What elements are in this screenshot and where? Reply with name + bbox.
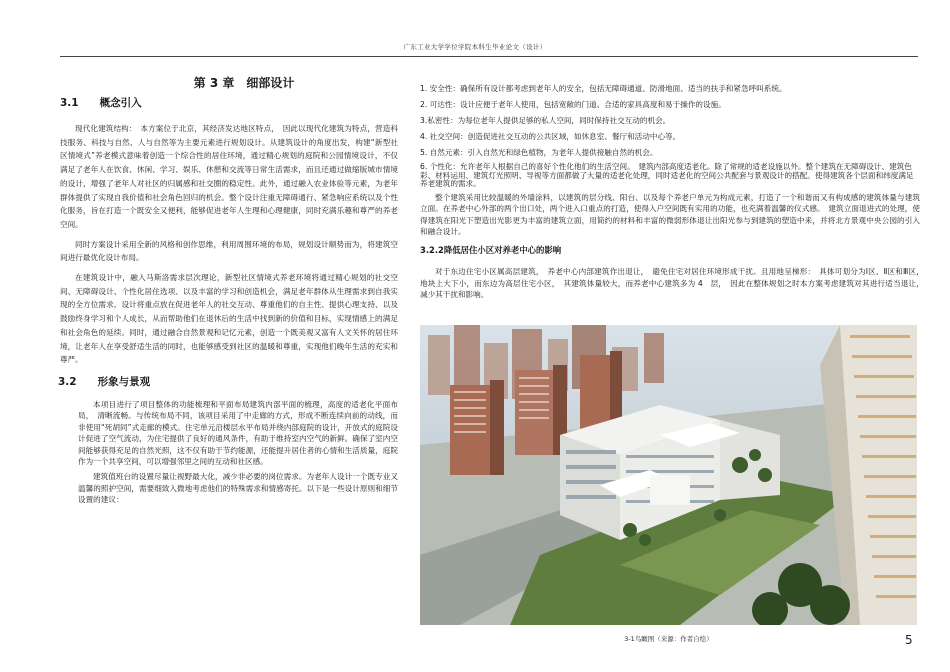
header-rule — [60, 56, 918, 57]
list-item-accessibility: 2. 可达性：设计应便于老年人使用，包括宽敞的门道、合适的家具高度和易于操作的设施。 — [420, 100, 726, 109]
aerial-view-illustration — [420, 325, 917, 625]
list-item-nature: 5. 自然元素：引入自然光和绿色植物，为老年人提供接触自然的机会。 — [420, 148, 658, 157]
section-title-3-2: 3.2 形象与景观 — [58, 375, 151, 388]
figure-caption: 3-1鸟瞰图（来源：作者自绘） — [624, 635, 713, 643]
section-title-3-1: 3.1 概念引入 — [60, 97, 142, 109]
paragraph-image-landscape: 本项目进行了项目整体的功能梳理和平面布局建筑内部平面的梳理，高度的适老化平面布局， 清晰流畅。与传统布局不同，该项目采用了中走廊的方式，形成不断连续向前的动线，而非使用“死胡同”式走廊的模式。住宅单元沿楼层水平布局并绕内部庭院的设计，开放式的庭院设计促进了空气流动，为住宅提供了良好的通风条件，有助于维持室内空气的新鲜。确保了室内空间能够获得充足的自然光照，这不仅有助于节约能源，还能提升居住者的心情和生活质量，庭院作为一个共享空间，可以增强邻里之间的互动和社区感。 — [78, 399, 398, 466]
chapter-title: 第 3 章 细部设计 — [193, 76, 295, 90]
page-number: 5 — [905, 633, 913, 647]
design-principles-list — [420, 82, 920, 189]
paragraph-maslow: 在建筑设计中，融入马斯洛需求层次理论，新型社区情境式养老环境将通过精心规划的社交空间、无障碍设计、个性化居住选项、以及丰富的学习和创造机会，满足老年群体从生理需求到自我实现的全方位需求。设计将重点放在促进老年人的社交互动、尊重他们的自主性、提供心理支持、以及鼓励终身学习和个人成长，从而帮助他们在退休后的生活中找到新的价值和目标，实现情感上的满足和社会角色的延续。同时，通过融合自然景观和记忆元素，创造一个既美观又富有人文关怀的居住环境，让老年人在享受舒适生活的同时，也能够感受到社区的温暖和尊重，实现他们晚年生活的充实和尊严。 — [60, 273, 398, 365]
paragraph-concept: 现代化建筑结构： 本方案位于北京，其经济发达地区特点， 因此以现代化建筑为特点，营造科技服务、科技与自然、人与自然等为主要元素进行规划设计。从建筑设计的角度出发，构建“新型社区情境式”养老模式意味着创造一个综合性的居住环境，通过精心规划的庭院和公园情境设计，不仅满足了老年人在饮食、休闲、学习、娱乐、休憩和交流等日常生活需求，而且还通过做缩版城市情境的设计，增强了老年人对社区的归属感和社交圈的稳定性。此外，通过融入农业体验等元素，为老年群体提供了实现自我价值和社会角色回归的机会。整个设计注重无障碍通行、紧急响应系统以及个性化服务，旨在打造一个既安全又便利，能够促进老年人生理和心理健康，同时充满乐趣和尊严的养老空间。 — [60, 124, 398, 229]
right-column — [420, 82, 928, 301]
left-column — [60, 68, 398, 506]
paragraph-duty-desk: 建筑值班台的设置尽量让视野最大化，减少非必要的岗位需求。为老年人设计一个既专业又温馨的照护空间，需要细致入微地考虑他们的特殊需求和情感寄托。以下是一些设计原则和细节设置的建议： — [78, 472, 398, 505]
running-header: 广东工业大学学位学院本科生毕业论文（设计） — [403, 43, 547, 51]
list-item-safety: 1. 安全性：确保所有设计都考虑到老年人的安全，包括无障碍通道、防滑地面、适当的扶手和紧急呼叫系统。 — [420, 84, 787, 93]
paragraph-facade: 整个建筑采用比较温暖的外墙涂料，以建筑的层分线、阳台、以及每个养老户单元为构成元素，打造了一个和谐而又有构成感的建筑体量与建筑立面。在养老中心外部的两个出口处，两个进入口重点的打造，使得入户空间既有实用的功能，也充满着温馨的仪式感。 建筑立面退进式的处理，使得建筑在阳光下塑造出光影更为丰富的建筑立面，用简约的材料和丰富的微弱形体退让出阳光参与到建筑的塑造中来，并将北方景观中央公园的引入和融合设计。 — [420, 192, 920, 236]
list-item-privacy: 3.私密性：为每位老年人提供足够的私人空间，同时保持社交互动的机会。 — [420, 116, 671, 125]
paragraph-setback: 对于东边住宅小区属高层建筑， 养老中心内部建筑作出退让， 避免住宅对居住环境形成干扰。且用地呈梯形： 具体可划分为Ⅰ区、Ⅱ区和Ⅲ区， 地块上大下小，而东边为高层住宅小区， 其建筑体量较大，而养老中心建筑多为 4 层， 因此在整体规划之时本方案考虑建筑对其进行适当退让， 减少其干扰和影响。 — [420, 267, 928, 300]
list-item-personalization: 6. 个性化：允许老年人根据自己的喜好个性化他们的生活空间。 建筑内部高度适老化。除了常规的适老设施以外。整个建筑在无障碍设计、建筑色彩、材料运用、建筑灯光照明、导视等方面都做了大量的适老化处理，同时适老化的空间公共配套与景观设计的搭配。使得建筑各个层面和纬度满足养老建筑的需求。 — [420, 162, 914, 189]
list-item-social-space: 4. 社交空间：创造促进社交互动的公共区域，如休息室、餐厅和活动中心等。 — [420, 132, 681, 141]
aerial-view-figure — [420, 325, 917, 625]
subsection-title-3-2-2: 3.2.2降低居住小区对养老中心的影响 — [420, 245, 562, 256]
paragraph-layout: 同时方案设计采用全新的风格和创作思维，利用周围环境的布局，规划设计顺势而为，将建筑空间进行最优化设计布局。 — [60, 239, 398, 263]
